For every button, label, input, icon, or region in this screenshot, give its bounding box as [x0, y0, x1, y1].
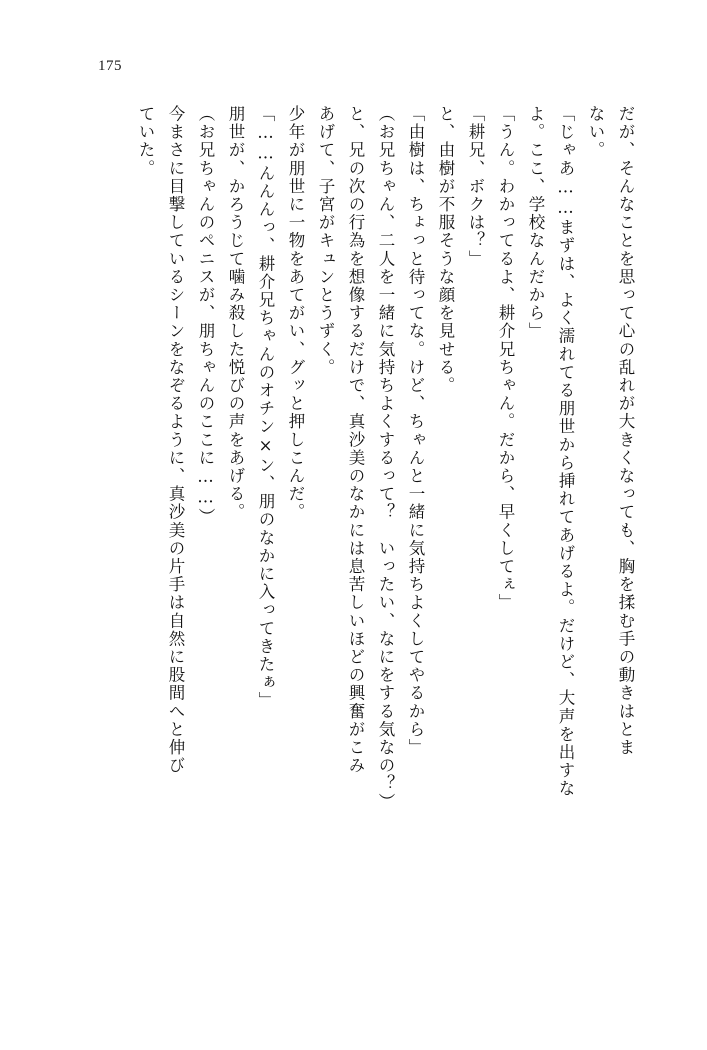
- text-line: よ。ここ、学校なんだから」: [526, 105, 545, 341]
- text-line: と、兄の次の行為を想像するだけで、真沙美のなかには息苦しいほどの興奮がこみ: [346, 105, 365, 775]
- text-line: と、由樹が不服そうな顔を見せる。: [436, 105, 455, 395]
- text-line: ていた。: [136, 105, 155, 178]
- text-line: 朋世が、かろうじて噛み殺した悦びの声をあげる。: [226, 105, 245, 522]
- text-line: 「うん。わかってるよ、耕介兄ちゃん。だから、早くしてぇ」: [496, 105, 515, 612]
- page-number: 175: [98, 58, 122, 74]
- text-line: あげて、子宮がキュンとうずく。: [316, 105, 335, 377]
- text-line: 「耕兄、ボクは？」: [466, 105, 485, 268]
- text-line: （お兄ちゃんのペニスが、朋ちゃんのここに……）: [196, 105, 215, 527]
- text-line: だが、そんなことを思って心の乱れが大きくなっても、胸を揉む手の動きはとま: [616, 105, 635, 757]
- text-line: 「……んんんっ、耕介兄ちゃんのオチン×ン、朋のなかに入ってきたぁ」: [256, 105, 275, 710]
- text-line: 今まさに目撃しているシーンをなぞるように、真沙美の片手は自然に股間へと伸び: [166, 105, 185, 775]
- vertical-text-body: [60, 105, 640, 995]
- text-line: ない。: [586, 105, 605, 160]
- text-line: 少年が朋世に一物をあてがい、グッと押しこんだ。: [286, 105, 305, 522]
- text-line: 「じゃあ……まずは、よく濡れてる朋世から挿れてあげるよ。だけど、大声を出すな: [556, 105, 575, 798]
- text-line: 「由樹は、ちょっと待ってな。けど、ちゃんと一緒に気持ちよくしてやるから」: [406, 105, 425, 757]
- text-line: （お兄ちゃん、二人を一緒に気持ちよくするって？ いったい、なにをする気なの？）: [376, 105, 395, 811]
